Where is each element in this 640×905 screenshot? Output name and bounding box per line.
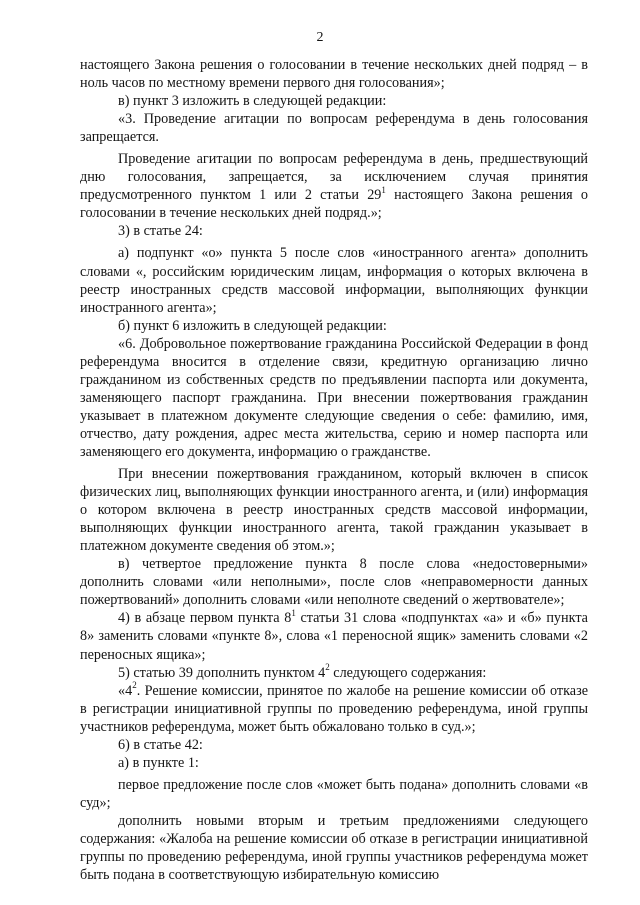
paragraph: 6) в статье 42: [118,736,203,753]
document-body [80,56,588,884]
paragraph: в) пункт 3 изложить в следующей редакции: [118,93,387,110]
paragraph: а) в пункте 1: [118,754,199,771]
paragraph: Проведение агитации по вопросам референдума в день, предшествующий дню голосования, запрещается, за исключением случая принятия предусмотренного пунктом 1 или 2 статьи $29^1$ настоящего Закона решения о голосовании в течение нескольких дней подряд.»; [80,151,588,222]
page-number: 2 [316,30,324,45]
paragraph: 3) в статье 24: [118,223,203,240]
paragraph: дополнить новыми вторым и третьим предложениями следующего содержания: «Жалоба на решение комиссии об отказе в регистрации инициативной группы по проведению референдума, иной группы участников референдума может быть подана в соответствующую избирательную комиссию [80,812,588,884]
paragraph: «6. Добровольное пожертвование гражданина Российской Федерации в фонд референдума вносится в отделение связи, кредитную организацию лично гражданином из собственных средств по предъявлении паспорта или документа, заменяющего паспорт гражданина. При внесении пожертвования гражданин указывает в платежном документе следующие сведения о себе: фамилию, имя, отчество, дату рождения, адрес места жительства, серию и номер паспорта или заменяющего его документа, информацию о гражданстве. [80,335,588,460]
paragraph: в) четвертое предложение пункта 8 после слова «недостоверными» дополнить словами «или неполными», после слов «неправомерности данных пожертвований» дополнить словами «или неполноте сведений о жертвователе»; [80,556,588,609]
paragraph: первое предложение после слов «может быть подана» дополнить словами «в суд»; [80,776,588,811]
paragraph: 4) в абзаце первом пункта $8^1$ статьи 31 слова «подпунктах «а» и «б» пункта 8» заменить словами «пункте 8», слова «1 переносной ящик» заменить словами «2 переносных ящика»; [80,607,588,663]
paragraph: При внесении пожертвования гражданином, который включен в список физических лиц, выполняющих функции иностранного агента, и (или) информация о котором включена в реестр иностранных средств массовой информации, выполняющих функции иностранного агента, такой гражданин указывает в платежном документе сведения об этом.»; [80,466,588,555]
paragraph: «3. Проведение агитации по вопросам референдума в день голосования запрещается. [80,111,588,146]
paragraph: а) подпункт «о» пункта 5 после слов «иностранного агента» дополнить словами «, российским юридическим лицам, информация о которых включена в реестр иностранных средств массовой информации, выполняющих функции иностранного агента»; [80,245,588,316]
paragraph: «$4^2$. Решение комиссии, принятое по жалобе на решение комиссии об отказе в регистрации инициативной группы по проведению референдума, иной группы участников референдума, может быть обжаловано только в суд.»; [80,679,588,735]
paragraph: 5) статью 39 дополнить пунктом $4^2$ следующего содержания: [118,661,487,681]
paragraph: б) пункт 6 изложить в следующей редакции: [118,317,387,334]
paragraph: настоящего Закона решения о голосовании в течение нескольких дней подряд – в ноль часов по местному времени первого дня голосования»; [80,57,588,92]
